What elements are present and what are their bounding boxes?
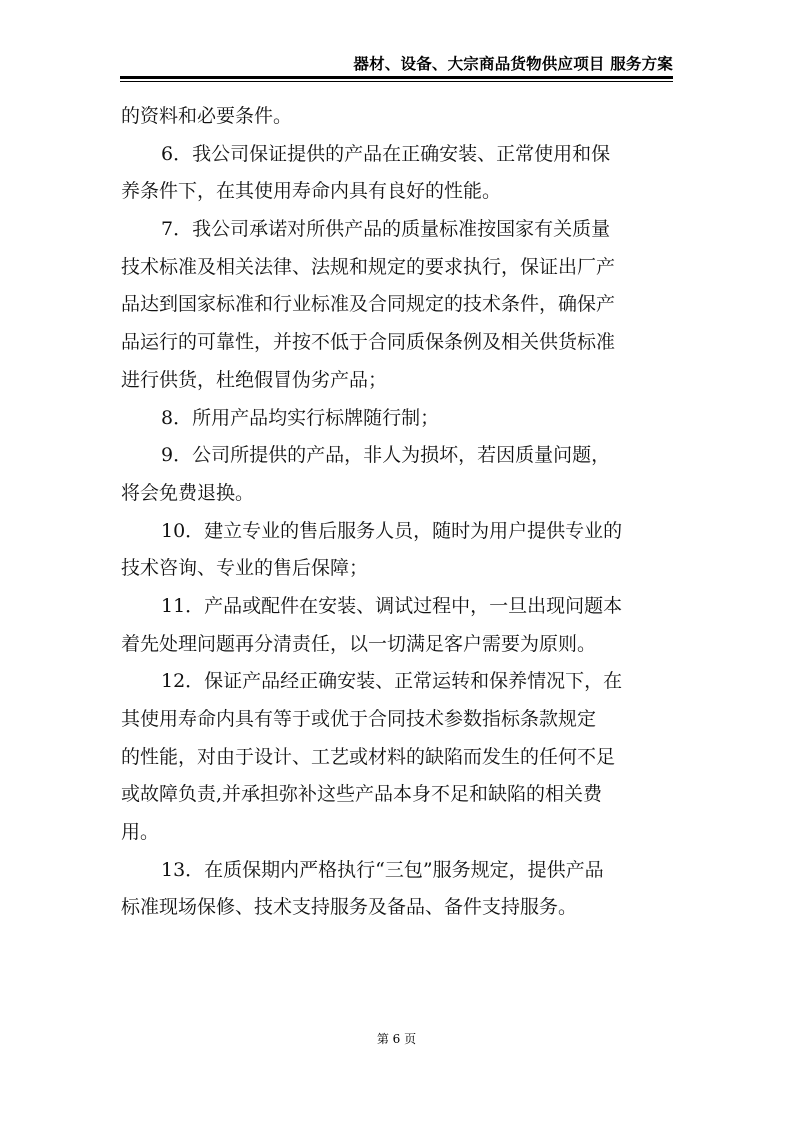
header-rule-thick xyxy=(120,76,673,79)
body-line: 进行供货，杜绝假冒伪劣产品； xyxy=(121,368,388,391)
body-line: 着先处理问题再分清责任，以一切满足客户需要为原则。 xyxy=(121,632,597,655)
body-line: 13．在质保期内严格执行“三包”服务规定，提供产品 xyxy=(161,858,604,881)
body-line: 9．公司所提供的产品，非人为损坏，若因质量问题， xyxy=(161,444,611,467)
page-number: 第 6 页 xyxy=(376,1032,417,1046)
document-body xyxy=(121,98,677,927)
body-line: 的性能，对由于设计、工艺或材料的缺陷而发生的任何不足 xyxy=(121,745,616,768)
body-line: 标准现场保修、技术支持服务及备品、备件支持服务。 xyxy=(121,896,578,919)
body-line: 其使用寿命内具有等于或优于合同技术参数指标条款规定 xyxy=(121,708,597,730)
body-line: 11．产品或配件在安装、调试过程中，一旦出现问题本 xyxy=(161,594,623,617)
header-rule-thin xyxy=(120,81,673,82)
body-line: 品运行的可靠性，并按不低于合同质保条例及相关供货标准 xyxy=(121,331,616,354)
body-line: 或故障负责,并承担弥补这些产品本身不足和缺陷的相关费 xyxy=(121,783,603,806)
body-line: 技术标准及相关法律、法规和规定的要求执行，保证出厂产 xyxy=(121,255,616,278)
header-title: 器材、设备、大宗商品货物供应项目 服务方案 xyxy=(353,55,673,73)
body-line: 的资料和必要条件。 xyxy=(121,105,293,127)
body-line: 7．我公司承诺对所供产品的质量标准按国家有关质量 xyxy=(161,218,611,241)
body-line: 用。 xyxy=(121,821,160,844)
body-line: 8．所用产品均实行标牌随行制； xyxy=(161,406,440,429)
body-line: 养条件下，在其使用寿命内具有良好的性能。 xyxy=(121,180,502,203)
body-line: 将会免费退换。 xyxy=(121,481,255,504)
body-line: 6．我公司保证提供的产品在正确安装、正常使用和保 xyxy=(161,142,611,165)
body-line: 10．建立专业的售后服务人员，随时为用户提供专业的 xyxy=(161,519,623,542)
body-line: 12．保证产品经正确安装、正常运转和保养情况下，在 xyxy=(161,670,623,693)
body-line: 品达到国家标准和行业标准及合同规定的技术条件，确保产 xyxy=(121,293,616,316)
body-line: 技术咨询、专业的售后保障； xyxy=(121,557,369,580)
